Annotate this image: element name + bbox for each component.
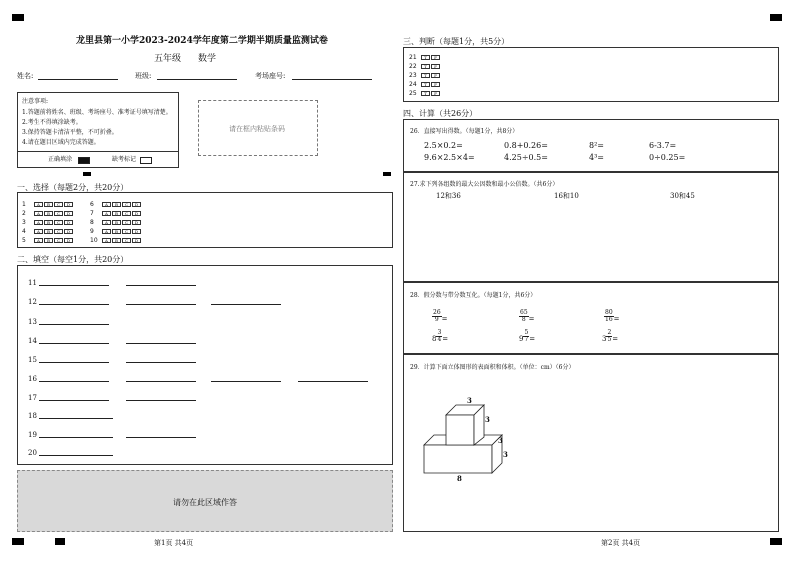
registration-mark-top-right [770,14,782,21]
answer-bubble[interactable]: A [34,211,43,216]
answer-bubble[interactable]: C [54,220,63,225]
answer-bubble[interactable]: B [44,211,53,216]
answer-bubble[interactable]: B [44,238,53,243]
answer-bubble[interactable]: A [102,229,111,234]
q17-blank-2[interactable] [126,400,196,401]
q19-blank-2[interactable] [126,437,196,438]
q29-label-base-height: 3 [503,450,508,459]
answer-bubble[interactable]: T [421,64,430,69]
answer-bubble[interactable]: C [54,202,63,207]
answer-bubble[interactable]: C [54,229,63,234]
answer-bubble[interactable]: D [64,220,73,225]
notice-box [17,92,179,168]
absent-mark-label: 缺考标记 [112,156,137,163]
q20-blank-1[interactable] [39,455,113,456]
answer-bubble[interactable]: F [431,64,440,69]
section1-row [22,236,74,244]
q17-number: 17 [28,394,37,402]
question-number: 6 [90,200,94,208]
q28-fraction-3: $\frac{80}{16}$ = [605,309,620,323]
barcode-area [198,100,318,156]
q16-blank-1[interactable] [39,381,109,382]
answer-bubble[interactable]: B [112,220,121,225]
q16-blank-4[interactable] [298,381,368,382]
subject-label: 数学 [198,54,217,64]
name-field[interactable] [38,79,118,80]
q12-blank-2[interactable] [126,304,196,305]
q15-blank-2[interactable] [126,362,196,363]
q27-title: 27.求下列各组数的最大公因数和最小公倍数。（共6分） [410,181,559,188]
section2-answer-box [17,265,393,465]
answer-bubble[interactable]: A [102,238,111,243]
section1-row [90,227,142,235]
answer-bubble[interactable]: D [132,238,141,243]
q17-blank-1[interactable] [39,400,109,401]
restricted-area-label: 请勿在此区域作答 [173,498,237,507]
answer-bubble[interactable]: A [34,220,43,225]
section3-answer-box [403,47,779,102]
section3-row [409,80,441,88]
grade-label: 五年级 [154,54,182,64]
q28-title: 28．假分数与带分数互化。（每题1分，共6分） [410,292,537,299]
answer-bubble[interactable]: B [112,229,121,234]
class-label: 班级: [135,72,152,80]
section3-row [409,89,441,97]
registration-mark-bottom-left [12,538,24,545]
answer-bubble[interactable]: B [112,202,121,207]
q29-label-cube-side: 3 [485,415,490,424]
exam-no-field[interactable] [292,79,372,80]
answer-bubble[interactable]: C [122,202,131,207]
section1-answer-box [17,192,393,248]
answer-bubble[interactable]: B [44,202,53,207]
answer-bubble[interactable]: T [421,73,430,78]
answer-bubble[interactable]: C [122,220,131,225]
q28-box [403,282,779,354]
answer-bubble[interactable]: C [54,211,63,216]
q16-blank-2[interactable] [126,381,196,382]
q14-blank-1[interactable] [39,343,109,344]
section1-row [22,218,74,226]
answer-bubble[interactable]: D [132,202,141,207]
correct-fill-example [78,157,90,164]
answer-bubble[interactable]: D [64,229,73,234]
timing-mark-left [83,172,91,176]
exam-no-label: 考场座号: [255,72,286,80]
answer-bubble[interactable]: A [102,202,111,207]
answer-bubble[interactable]: B [44,220,53,225]
q26-item-6: 4.25÷0.5= [504,153,548,162]
section1-row [22,200,74,208]
section1-row [22,227,74,235]
restricted-area [17,470,393,532]
q29-label-top: 3 [467,396,472,405]
answer-bubble[interactable]: A [34,202,43,207]
q19-blank-1[interactable] [39,437,113,438]
question-number: 5 [22,236,26,244]
q11-blank-1[interactable] [39,285,109,286]
answer-bubble[interactable]: C [122,229,131,234]
question-number: 23 [409,71,417,79]
question-number: 21 [409,53,417,61]
answer-bubble[interactable]: F [431,73,440,78]
q11-number: 11 [28,279,37,287]
answer-bubble[interactable]: D [64,202,73,207]
answer-bubble[interactable]: C [54,238,63,243]
section2-title: 二、填空（每空1分，共20分） [17,255,129,264]
q28-mixed-1: 8 $\frac{3}{4}$ = [432,329,449,343]
notice-item-3: 3.保持答题卡清洁平整，不可折叠。 [22,129,118,136]
question-number: 3 [22,218,26,226]
q18-number: 18 [28,412,37,420]
q28-fraction-1: $\frac{26}{9}$ = [433,309,448,323]
question-number: 7 [90,209,94,217]
timing-mark-right [383,172,391,176]
q29-box [403,354,779,532]
q29-solid-figure [418,393,528,493]
q20-number: 20 [28,449,37,457]
question-number: 1 [22,200,26,208]
q13-number: 13 [28,318,37,326]
question-number: 8 [90,218,94,226]
q26-item-2: 0.8+0.26= [504,141,548,150]
answer-bubble[interactable]: A [34,229,43,234]
notice-item-2: 2.考生不得填涂缺考。 [22,119,82,126]
section1-row [90,236,142,244]
section3-row [409,71,441,79]
q16-blank-3[interactable] [211,381,281,382]
notice-title: 注意事项: [22,98,49,105]
answer-bubble[interactable]: D [64,211,73,216]
q26-item-8: 0÷0.25= [649,153,686,162]
q13-blank-1[interactable] [39,324,109,325]
class-field[interactable] [157,79,237,80]
q15-blank-1[interactable] [39,362,109,363]
q14-number: 14 [28,337,37,345]
q27-item-3: 30和45 [670,192,695,200]
q26-item-1: 2.5×0.2= [424,141,463,150]
answer-bubble[interactable]: T [421,82,430,87]
answer-bubble[interactable]: F [431,91,440,96]
page-number-left: 第1页 共4页 [154,539,194,547]
answer-bubble[interactable]: A [102,220,111,225]
question-number: 25 [409,89,417,97]
answer-bubble[interactable]: F [431,55,440,60]
q28-mixed-3: 3 $\frac{2}{5}$ = [602,329,619,343]
registration-mark-top-left [12,14,24,21]
name-label: 姓名: [17,72,34,80]
absent-mark-checkbox[interactable] [140,157,152,164]
q26-title: 26．直接写出得数。（每题1分，共8分） [410,128,519,135]
q12-blank-1[interactable] [39,304,109,305]
section4-title: 四、计算（共26分） [403,109,478,118]
q29-label-base-length: 8 [457,474,462,483]
q12-blank-3[interactable] [211,304,281,305]
barcode-label: 请在框内粘贴条码 [229,125,285,133]
q14-blank-2[interactable] [126,343,196,344]
answer-bubble[interactable]: T [421,91,430,96]
q28-fraction-2: $\frac{65}{8}$ = [520,309,535,323]
q27-item-2: 16和10 [554,192,579,200]
q19-number: 19 [28,431,37,439]
page-number-right: 第2页 共4页 [601,539,641,547]
q26-item-7: 4³= [589,153,604,162]
question-number: 22 [409,62,417,70]
section1-title: 一、选择（每题2分，共20分） [17,183,129,192]
section1-row [90,200,142,208]
section1-row [22,209,74,217]
answer-bubble[interactable]: B [112,238,121,243]
answer-bubble[interactable]: B [112,211,121,216]
question-number: 4 [22,227,26,235]
q16-number: 16 [28,375,37,383]
q26-item-4: 6-3.7= [649,141,677,150]
answer-bubble[interactable]: A [102,211,111,216]
q28-mixed-2: 9 $\frac{5}{7}$ = [519,329,536,343]
q15-number: 15 [28,356,37,364]
answer-bubble[interactable]: D [132,220,141,225]
answer-bubble[interactable]: C [122,211,131,216]
notice-item-1: 1.答题前将姓名、班级、考场座号、准考证号填写清楚。 [22,109,172,116]
section1-row [90,209,142,217]
registration-mark-bottom-left-2 [55,538,65,545]
section3-row [409,53,441,61]
answer-bubble[interactable]: T [421,55,430,60]
registration-mark-bottom-right [770,538,782,545]
answer-bubble[interactable]: D [132,211,141,216]
q29-title: 29．计算下面立体图形的表面积和体积。（单位：cm）（6分） [410,364,575,371]
answer-bubble[interactable]: F [431,82,440,87]
question-number: 24 [409,80,417,88]
q18-blank-1[interactable] [39,418,113,419]
section3-row [409,62,441,70]
question-number: 2 [22,209,26,217]
answer-bubble[interactable]: D [64,238,73,243]
section3-title: 三、判断（每题1分，共5分） [403,37,510,46]
notice-item-4: 4.请在题目区域内完成答题。 [22,139,100,146]
answer-bubble[interactable]: A [34,238,43,243]
q12-number: 12 [28,298,37,306]
q26-box [403,119,779,172]
q26-item-5: 9.6×2.5×4= [424,153,475,162]
correct-fill-label: 正确填涂 [48,156,73,163]
section1-row [90,218,142,226]
q11-blank-2[interactable] [126,285,196,286]
q29-label-base-depth: 3 [498,436,503,445]
answer-bubble[interactable]: D [132,229,141,234]
page-title: 龙里县第一小学2023-2024学年度第二学期半期质量监测试卷 [76,36,328,46]
q27-item-1: 12和36 [436,192,461,200]
answer-bubble[interactable]: C [122,238,131,243]
q27-box [403,172,779,282]
answer-bubble[interactable]: B [44,229,53,234]
q26-item-3: 8²= [589,141,604,150]
question-number: 10 [90,236,98,244]
question-number: 9 [90,227,94,235]
